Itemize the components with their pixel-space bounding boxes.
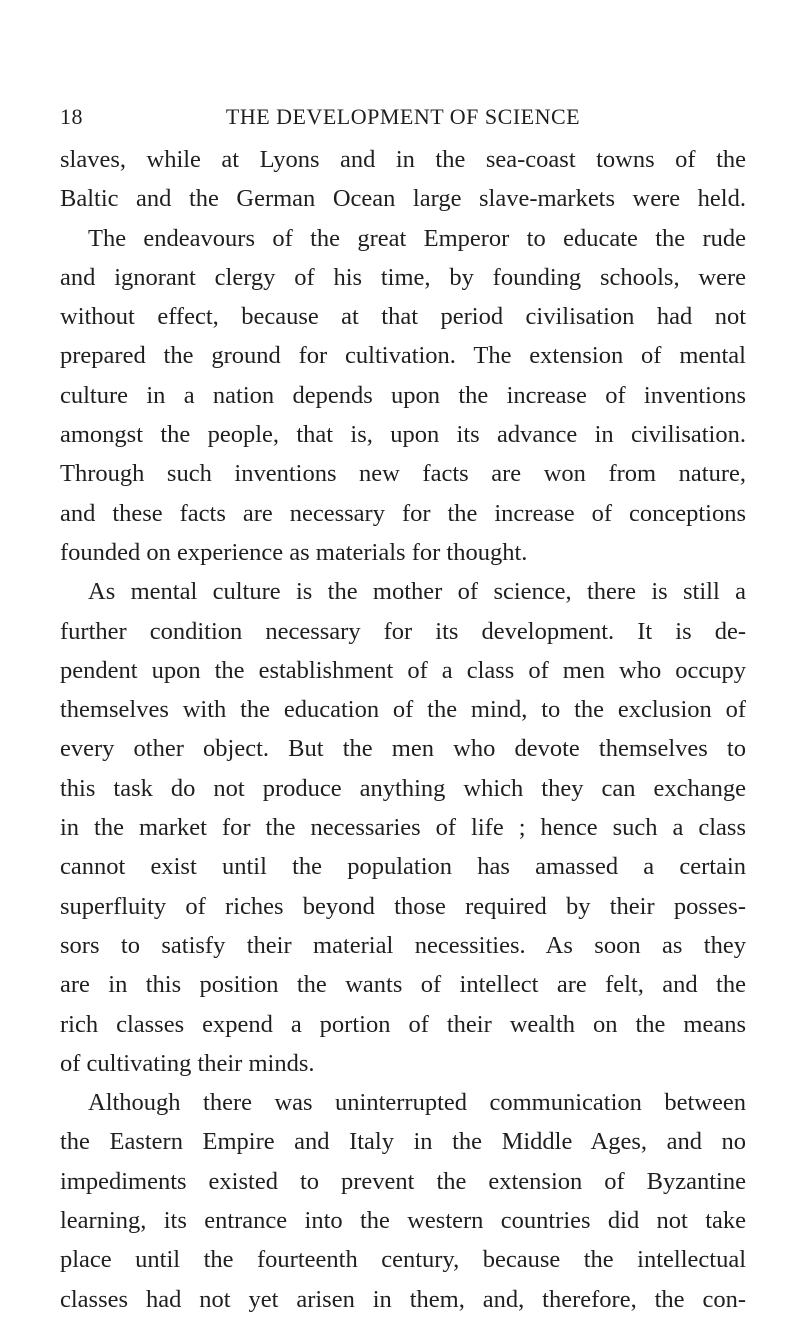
- text-line: pendent upon the establishment of a class of men who occupy: [60, 656, 746, 684]
- text-line: in the market for the necessaries of life ; hence such a class: [60, 814, 746, 842]
- page-number: 18: [60, 104, 83, 129]
- text-line: sors to satisfy their material necessities. As soon as they: [60, 931, 746, 959]
- body-text: [60, 140, 746, 1319]
- text-line: impediments existed to prevent the extension of Byzantine: [60, 1167, 746, 1195]
- text-line: this task do not produce anything which they can exchange: [60, 774, 746, 802]
- text-line: slaves, while at Lyons and in the sea-coast towns of the: [60, 146, 746, 173]
- text-line: Although there was uninterrupted communication between: [88, 1089, 746, 1117]
- text-line: amongst the people, that is, upon its advance in civilisation.: [60, 421, 746, 449]
- text-line: and these facts are necessary for the increase of conceptions: [60, 499, 746, 527]
- text-line: and ignorant clergy of his time, by founding schools, were: [60, 263, 746, 291]
- text-line: The endeavours of the great Emperor to educate the rude: [88, 224, 746, 252]
- text-line: the Eastern Empire and Italy in the Middle Ages, and no: [60, 1128, 746, 1156]
- running-head: [60, 104, 746, 134]
- text-line: themselves with the education of the mind, to the exclusion of: [60, 696, 746, 724]
- text-line: further condition necessary for its development. It is de-: [60, 617, 746, 645]
- text-line: Through such inventions new facts are won from nature,: [60, 460, 746, 488]
- text-line: without effect, because at that period civilisation had not: [60, 303, 746, 331]
- text-line: learning, its entrance into the western countries did not take: [60, 1207, 746, 1235]
- text-line: founded on experience as materials for thought.: [60, 538, 528, 566]
- text-line: of cultivating their minds.: [60, 1049, 315, 1077]
- text-line: place until the fourteenth century, because the intellectual: [60, 1246, 746, 1274]
- running-title: THE DEVELOPMENT OF SCIENCE: [225, 104, 581, 129]
- text-line: every other object. But the men who devote themselves to: [60, 735, 746, 763]
- text-line: cannot exist until the population has amassed a certain: [60, 853, 746, 881]
- text-line: prepared the ground for cultivation. The extension of mental: [60, 342, 746, 370]
- text-line: rich classes expend a portion of their wealth on the means: [60, 1010, 746, 1038]
- text-line: Baltic and the German Ocean large slave-markets were held.: [60, 185, 746, 213]
- text-line: culture in a nation depends upon the increase of inventions: [60, 381, 746, 409]
- text-line: superfluity of riches beyond those required by their posses-: [60, 892, 746, 920]
- text-line: classes had not yet arisen in them, and, therefore, the con-: [60, 1285, 746, 1313]
- text-line: As mental culture is the mother of science, there is still a: [88, 578, 746, 606]
- text-line: are in this position the wants of intellect are felt, and the: [60, 971, 746, 999]
